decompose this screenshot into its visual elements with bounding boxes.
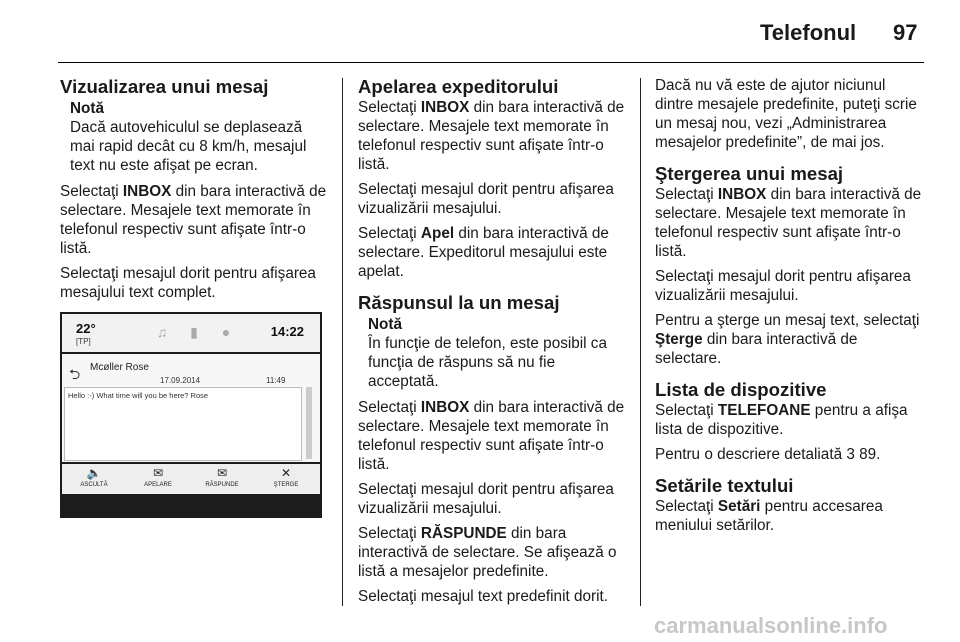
paragraph: Dacă nu vă este de ajutor niciunul dintre mesajele predefinite, puteţi scrie un mesaj nou, vezi „Administrarea mesajelor predefinite”, de mai jos. <box>655 77 917 151</box>
reply-button <box>190 466 254 488</box>
phone-icon: ▮ <box>190 324 198 340</box>
column-divider-2 <box>640 78 641 606</box>
paragraph: Selectaţi mesajul dorit pentru afişarea mesajului text complet. <box>60 265 316 301</box>
column-1 <box>60 76 330 308</box>
envelope-phone-icon: ✉ <box>152 466 164 480</box>
delete-button <box>254 466 318 488</box>
paragraph: Selectaţi INBOX din bara interactivă de selectare. Mesajele text memorate în telefonul respectiv sunt afişate într-o listă. <box>655 186 922 260</box>
section-heading-delete-message: Ştergerea unui mesaj <box>655 163 844 184</box>
paragraph: Selectaţi Setări pentru accesarea meniului setărilor. <box>655 498 883 534</box>
section-heading-text-settings: Setările textului <box>655 475 794 496</box>
button-label: ŞTERGE <box>273 482 299 488</box>
temperature: 22° <box>76 321 96 336</box>
envelope-reply-icon: ✉ <box>216 466 228 480</box>
info-circle-icon: ● <box>221 324 231 340</box>
listen-button <box>62 466 126 488</box>
interaction-selector-bar <box>62 464 320 494</box>
paragraph: Selectaţi INBOX din bara interactivă de selectare. Mesajele text memorate în telefonul respectiv sunt afişate într-o listă. <box>358 399 625 473</box>
header-rule <box>58 62 924 63</box>
scrollbar <box>306 387 312 459</box>
page-number: 97 <box>893 20 918 45</box>
column-divider-1 <box>342 78 343 606</box>
paragraph: Selectaţi INBOX din bara interactivă de selectare. Mesajele text memorate în telefonul respectiv sunt afişate într-o listă. <box>358 99 625 173</box>
paragraph: Selectaţi RĂSPUNDE din bara interactivă de selectare. Se afişează o listă a mesajelor predefinite. <box>358 525 617 580</box>
note-title: Notă <box>70 100 104 117</box>
status-bar <box>62 314 320 352</box>
tp-indicator: [TP] <box>76 337 91 346</box>
column-2 <box>358 76 626 612</box>
page-reference-arrow-icon[interactable]: 3 <box>846 446 855 463</box>
note-title: Notă <box>368 316 402 333</box>
note-block <box>358 315 626 391</box>
section-heading-reply: Răspunsul la un mesaj <box>358 292 560 313</box>
button-label: ASCULTĂ <box>80 482 108 488</box>
paragraph: Pentru a şterge un mesaj text, selectaţi Şterge din bara interactivă de selectare. <box>655 312 920 367</box>
infotainment-screen-illustration <box>60 312 322 518</box>
message-text: Hello :-) What time will you be here? Rose <box>68 391 209 400</box>
note-text: Dacă autovehiculul se deplasează mai rapid decât cu 8 km/h, mesajul text nu este afişat pe ecran. <box>70 119 307 174</box>
contact-name: Mcøller Rose <box>90 362 149 373</box>
paragraph: Selectaţi TELEFOANE pentru a afişa lista de dispozitive. <box>655 402 908 438</box>
note-text: În funcţie de telefon, este posibil ca funcţia de răspuns să nu fie acceptată. <box>368 335 607 390</box>
music-note-icon: ♫ <box>156 324 168 340</box>
page-header-title: Telefonul <box>760 20 857 45</box>
paragraph: Selectaţi mesajul dorit pentru afişarea vizualizării mesajului. <box>655 268 911 304</box>
message-time: 11:49 <box>266 376 286 385</box>
column-3 <box>655 76 925 541</box>
button-label: RĂSPUNDE <box>205 482 239 488</box>
message-view <box>62 354 320 462</box>
back-icon: ⮌ <box>69 366 81 382</box>
message-box <box>64 387 302 461</box>
section-heading-view-message: Vizualizarea unui mesaj <box>60 76 269 97</box>
paragraph: Selectaţi Apel din bara interactivă de selectare. Expeditorul mesajului este apelat. <box>358 225 609 280</box>
speaker-icon: 🔈 <box>86 466 102 480</box>
paragraph: Selectaţi INBOX din bara interactivă de selectare. Mesajele text memorate în telefonul respectiv sunt afişate într-o listă. <box>60 183 327 257</box>
note-block <box>60 99 330 175</box>
section-heading-call-sender: Apelarea expeditorului <box>358 76 559 97</box>
clock: 14:22 <box>270 324 304 339</box>
close-icon: ✕ <box>280 466 292 480</box>
call-button <box>126 466 190 488</box>
message-date: 17.09.2014 <box>160 376 201 385</box>
button-label: APELARE <box>144 482 172 488</box>
section-heading-device-list: Lista de dispozitive <box>655 379 827 400</box>
watermark: carmanualsonline.info <box>654 613 888 638</box>
paragraph: Selectaţi mesajul text predefinit dorit. <box>358 588 608 605</box>
paragraph: Selectaţi mesajul dorit pentru afişarea vizualizării mesajului. <box>358 181 614 217</box>
paragraph: Selectaţi mesajul dorit pentru afişarea vizualizării mesajului. <box>358 481 614 517</box>
paragraph: Pentru o descriere detaliată 3 89. <box>655 446 881 463</box>
